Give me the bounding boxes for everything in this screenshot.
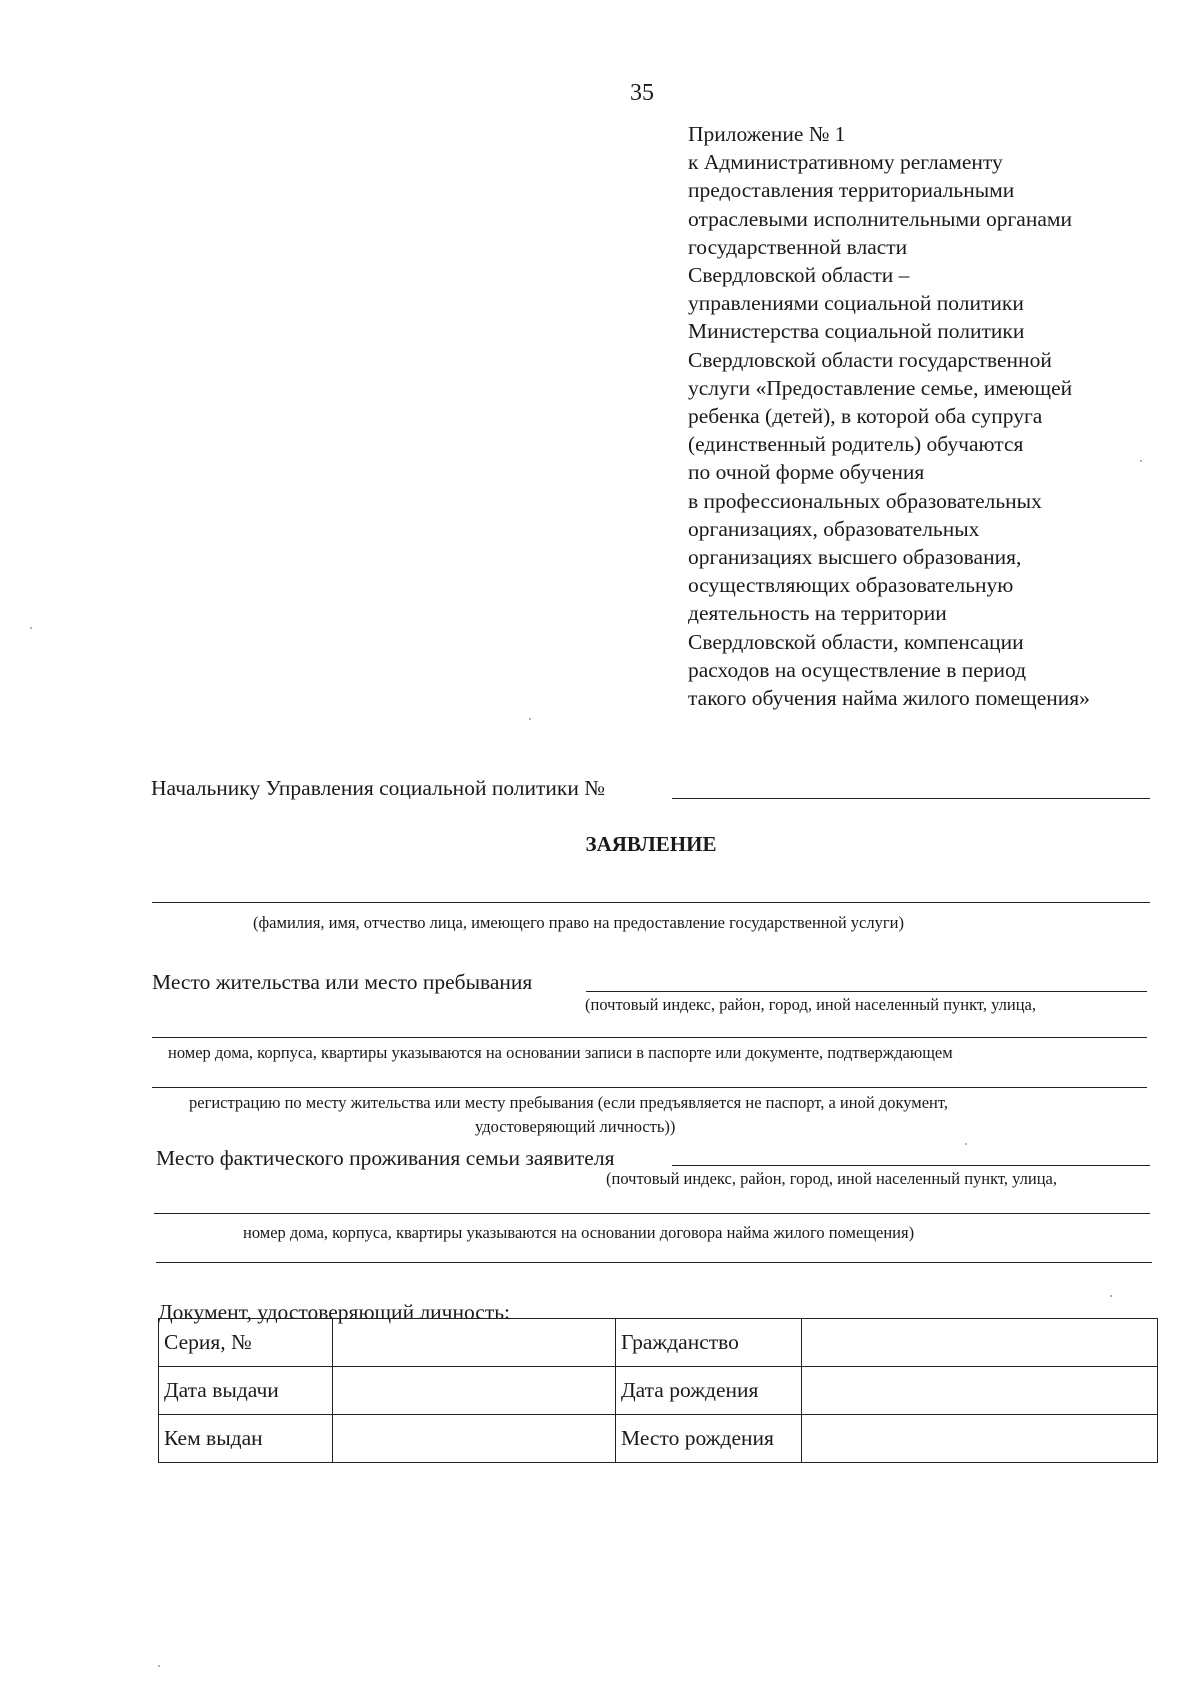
scan-speck (1140, 460, 1142, 462)
actual-residence-note: (почтовый индекс, район, город, иной населенный пункт, улица, (606, 1169, 1058, 1188)
appendix-line: Приложение № 1 (688, 122, 846, 146)
actual-residence-label: Место фактического проживания семьи заявителя (156, 1146, 615, 1170)
appendix-line: расходов на осуществление в период (688, 657, 1027, 682)
scan-speck (965, 1143, 967, 1145)
applicant-name-field[interactable] (152, 902, 1150, 903)
appendix-line: по очной форме обучения (688, 460, 925, 485)
page-number: 35 (630, 80, 654, 106)
appendix-line: государственной власти (688, 234, 908, 259)
appendix-line: Свердловской области, компенсации (688, 629, 1024, 654)
appendix-line: (единственный родитель) обучаются (688, 432, 1024, 457)
appendix-line: отраслевыми исполнительными органами (688, 206, 1073, 231)
appendix-line: в профессиональных образовательных (688, 488, 1042, 513)
applicant-name-note: (фамилия, имя, отчество лица, имеющего право на предоставление государственной услуги) (253, 913, 904, 932)
cell-label: Дата рождения (616, 1367, 802, 1415)
table-row (159, 1415, 1158, 1463)
issue-date-cell[interactable] (333, 1367, 616, 1415)
appendix-line: такого обучения найма жилого помещения» (688, 686, 1090, 711)
citizenship-cell[interactable] (802, 1319, 1158, 1367)
scan-speck (158, 1665, 160, 1667)
series-number-cell[interactable] (333, 1319, 616, 1367)
appendix-line: услуги «Предоставление семье, имеющей (688, 375, 1073, 400)
appendix-line: предоставления территориальными (688, 178, 1015, 203)
residence-field-line-3[interactable] (152, 1087, 1147, 1088)
scan-speck (1110, 1295, 1112, 1297)
issued-by-cell[interactable] (333, 1415, 616, 1463)
actual-residence-field-line-3[interactable] (156, 1262, 1152, 1263)
addressee-label: Начальнику Управления социальной политики № (151, 776, 605, 800)
addressee-number-field[interactable] (672, 798, 1150, 799)
cell-label: Серия, № (159, 1319, 333, 1367)
actual-residence-note: номер дома, корпуса, квартиры указываются на основании договора найма жилого помещения) (243, 1223, 915, 1242)
scan-speck (529, 718, 531, 720)
appendix-line: организациях, образовательных (688, 516, 980, 541)
document-title: ЗАЯВЛЕНИЕ (585, 832, 717, 856)
actual-residence-field[interactable] (672, 1165, 1150, 1166)
appendix-line: осуществляющих образовательную (688, 573, 1014, 598)
birth-date-cell[interactable] (802, 1367, 1158, 1415)
table-row (159, 1319, 1158, 1367)
actual-residence-field-line-2[interactable] (154, 1213, 1150, 1214)
birth-place-cell[interactable] (802, 1415, 1158, 1463)
residence-note: номер дома, корпуса, квартиры указываются на основании записи в паспорте или документе, подтверждающем (168, 1043, 953, 1062)
residence-note: (почтовый индекс, район, город, иной населенный пункт, улица, (585, 995, 1037, 1014)
appendix-line: управлениями социальной политики (688, 291, 1024, 316)
cell-label: Гражданство (616, 1319, 802, 1367)
table-row (159, 1367, 1158, 1415)
appendix-line: к Административному регламенту (688, 150, 1003, 175)
appendix-line: Свердловской области государственной (688, 347, 1052, 372)
identity-table (158, 1318, 1158, 1463)
appendix-header (688, 120, 1158, 712)
appendix-line: Министерства социальной политики (688, 319, 1025, 344)
appendix-line: деятельность на территории (688, 601, 947, 626)
appendix-line: Свердловской области – (688, 263, 910, 288)
scan-speck (30, 627, 32, 629)
cell-label: Место рождения (616, 1415, 802, 1463)
identity-document-label: Документ, удостоверяющий личность: (158, 1300, 510, 1324)
appendix-line: ребенка (детей), в которой оба супруга (688, 404, 1043, 429)
residence-label: Место жительства или место пребывания (152, 970, 533, 994)
appendix-line: организациях высшего образования, (688, 545, 1022, 570)
cell-label: Кем выдан (159, 1415, 333, 1463)
residence-field[interactable] (586, 991, 1147, 992)
residence-note: удостоверяющий личность)) (475, 1117, 676, 1136)
cell-label: Дата выдачи (159, 1367, 333, 1415)
residence-note: регистрацию по месту жительства или месту пребывания (если предъявляется не паспорт, а иной документ, (189, 1093, 948, 1112)
residence-field-line-2[interactable] (152, 1037, 1147, 1038)
